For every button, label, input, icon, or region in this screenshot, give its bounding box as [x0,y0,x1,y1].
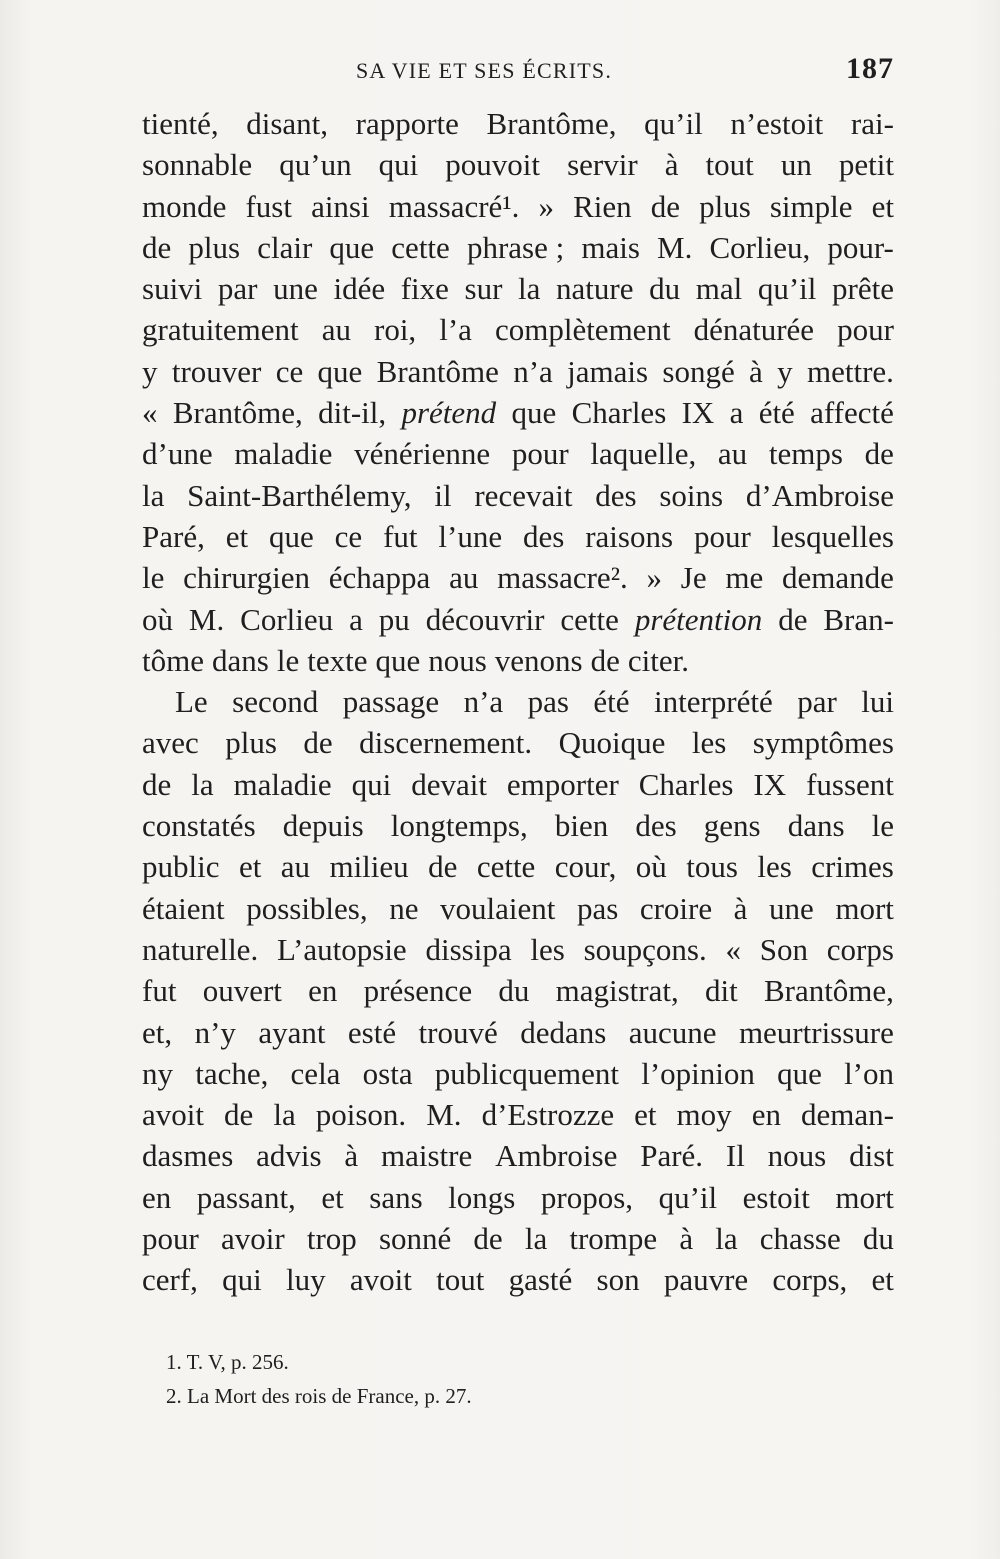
text-word: que [269,518,314,554]
text-line-14 [142,640,894,681]
text-line-7 [142,351,894,392]
text-line-12 [142,557,894,598]
text-line-28 [142,1218,894,1259]
text-word: qu’un [279,147,352,183]
text-word: esté [347,1014,397,1050]
text-word: été [593,684,630,720]
text-line-23 [142,1012,894,1053]
text-word: a [729,395,744,431]
text-line-27 [142,1177,894,1218]
text-word: mort [835,1179,894,1215]
text-word: dit-il, [318,395,387,431]
text-word: Paré, [142,518,205,554]
text-word: été [758,395,795,431]
text-word: par [797,684,837,720]
text-word: » [646,560,663,596]
text-word: discernement. [359,725,533,761]
text-line-17 [142,764,894,805]
text-word: n’a [513,353,553,389]
text-word: citer. [627,642,689,678]
page-header [142,52,894,96]
text-word: soins [659,477,724,513]
text-word: corps, [772,1262,848,1298]
text-word: de [224,1097,254,1133]
text-word: meurtrissure [738,1014,894,1050]
text-word: maladie [234,436,333,472]
text-word: public [142,849,220,885]
text-word: n’estoit [730,106,824,141]
text-word: clair [257,229,313,265]
text-word: « [725,931,741,967]
text-word: pouvoit [445,147,541,183]
footnote-2: 2. La Mort des rois de France, p. 27. [166,1384,472,1408]
text-word: rapporte [355,106,459,141]
text-word: qu’il [644,106,703,141]
text-word: jamais [567,353,649,389]
text-word: découvrir [425,601,545,637]
text-word: croire [639,890,713,926]
text-word: poison. [315,1097,407,1133]
text-word: et [238,849,262,885]
text-word: du [862,1221,894,1257]
text-word: longs [448,1179,516,1215]
text-word: tache, [195,1055,269,1091]
text-line-19 [142,846,894,887]
text-word: mais [581,229,640,265]
text-word: gratuitement [142,312,299,348]
text-word: recevait [474,477,573,513]
text-word: pour [693,518,751,554]
text-word: des [595,477,637,513]
text-word: la [715,1221,738,1257]
text-word: le [871,808,894,844]
text-word: affecté [810,395,894,431]
text-word: interprété [653,684,773,720]
text-line-9 [142,433,894,474]
text-word: symptômes [752,725,894,761]
text-word: de [650,188,680,224]
text-word: lesquelles [771,518,894,554]
text-line-24 [142,1053,894,1094]
text-word: dit [704,973,738,1009]
text-word: cette [476,849,536,885]
text-word: de [590,642,620,678]
text-word: nous [428,642,487,678]
text-word: de [864,436,894,472]
text-word: par [217,271,258,307]
text-word: raisons [585,518,674,554]
text-word: les [530,931,565,967]
text-word: M. [426,1097,462,1133]
text-word: soupçons. [583,931,707,967]
text-word: estoit [742,1179,810,1215]
text-word: pour [142,1221,199,1257]
text-word: le [142,560,165,596]
text-word: possibles, [246,890,368,926]
text-word: texte [307,642,368,678]
text-line-4 [142,227,894,268]
text-word: en [142,1179,172,1215]
text-word: Saint-Barthélemy, [187,477,412,513]
text-line-2 [142,144,894,185]
text-word: moy [676,1097,732,1133]
text-word: M. [657,229,693,265]
text-word: que [317,353,363,389]
text-word: rai- [850,106,894,141]
text-word: servir [567,147,638,183]
footnote-1: 1. T. V, p. 256. [166,1350,289,1374]
text-word: de [142,766,172,802]
text-line-11 [142,516,894,557]
text-line-15 [142,681,894,722]
text-line-1 [142,103,894,144]
text-word: Paré. [640,1138,704,1174]
text-word: étaient [142,890,225,926]
text-word: maistre [381,1138,473,1174]
text-word: Son [759,931,808,967]
text-word: luy [286,1262,326,1298]
text-word: des [523,518,565,554]
text-word: la [142,477,165,513]
text-line-8 [142,392,894,433]
text-word: dedans [520,1014,607,1050]
text-word: que [777,1055,822,1091]
text-word: massacre². [497,560,628,596]
text-word: de [428,849,458,885]
text-word: du [498,973,530,1009]
text-word: la [273,1097,296,1133]
text-word: demande [782,560,894,596]
text-word: corps [826,931,894,967]
italic-text-word: prétend [401,395,497,431]
text-word: d’une [142,436,213,472]
text-word: à [733,890,748,926]
text-word: qui [351,766,392,802]
text-word: suivi [142,271,203,307]
text-word: trouver [171,353,262,389]
text-line-5 [142,268,894,309]
text-word: à [664,147,679,183]
text-word: aucune [628,1014,717,1050]
text-word: Je [680,560,707,596]
text-word: où [142,601,173,637]
text-word: sonnable [142,147,253,183]
text-line-13 [142,599,894,640]
text-word: à [344,1138,359,1174]
text-word: mort [835,890,894,926]
main-text [142,103,894,1301]
text-word: temps [768,436,843,472]
text-word: publicquement [434,1055,620,1091]
text-word: et [871,1262,894,1298]
text-word: échappa [328,560,431,596]
text-line-16 [142,722,894,763]
text-word: tous [686,849,738,885]
text-word: du [649,271,681,307]
text-word: un [780,147,812,183]
text-word: prête [832,271,894,307]
text-line-22 [142,970,894,1011]
text-word: devait [411,766,487,802]
text-word: roi, [374,312,417,348]
text-word: mettre. [806,353,894,389]
text-word: il [434,477,452,513]
text-word: et, [142,1014,173,1050]
text-word: chasse [759,1221,841,1257]
text-word: avoit [349,1262,412,1298]
text-word: avoir [220,1221,285,1257]
text-word: second [232,684,319,720]
text-word: sans [369,1179,423,1215]
text-word: au [449,560,479,596]
text-word: ainsi [311,188,370,224]
text-word: la [524,1221,548,1257]
text-word: de [142,229,172,265]
text-word: Corlieu [240,601,334,637]
text-word: milieu [329,849,409,885]
text-word: tôme [142,642,204,678]
text-word: propos, [540,1179,634,1215]
text-word: dist [849,1138,894,1174]
text-word: chirurgien [183,560,310,596]
text-word: cour, [554,849,617,885]
text-word: cette [560,601,619,637]
text-word: Brantôme, [172,395,303,431]
text-line-18 [142,805,894,846]
text-word: plus [699,188,751,224]
text-word: dénaturée [693,312,815,348]
text-word: M. [188,601,225,637]
text-line-25 [142,1094,894,1135]
text-word: que [375,642,421,678]
text-word: maladie [233,766,332,802]
text-word: la [191,766,214,802]
text-word: cette [391,229,450,265]
text-word: « [142,395,158,431]
text-word: pas [576,890,619,926]
text-word: songé [662,353,735,389]
text-word: l’a [439,312,472,348]
text-word: depuis [282,808,364,844]
text-word: l’opinion [641,1055,755,1091]
text-word: Le [175,684,208,720]
text-word: Brantôme, [486,106,617,141]
text-word: monde [142,188,227,224]
text-word: a [349,601,363,637]
text-word: l’une [438,518,503,554]
footnotes [166,1345,866,1413]
text-word: en [308,973,338,1009]
text-word: ny [142,1055,173,1091]
text-word: y [142,353,158,389]
text-word: d’Estrozze [481,1097,615,1133]
text-word: tienté, [142,106,219,141]
text-word: à [749,353,763,389]
text-word: et [634,1097,657,1133]
text-word: y [777,353,793,389]
text-word: ce [275,353,304,389]
text-word: L’autopsie [276,931,407,967]
text-word: son [596,1262,640,1298]
text-word: lui [861,684,894,720]
text-word: IX [681,395,715,431]
text-word: Brantôme, [763,973,894,1009]
text-word: phrase ; [466,229,565,265]
text-word: simple [769,188,853,224]
text-word: osta [362,1055,413,1091]
text-word: Ambroise [495,1138,618,1174]
text-word: sur [464,271,503,307]
text-word: bien [554,808,609,844]
text-line-20 [142,888,894,929]
text-word: qui [378,147,419,183]
text-line-10 [142,475,894,516]
text-word: pas [527,684,569,720]
text-word: une [769,890,814,926]
text-word: constatés [142,808,256,844]
text-word: en [751,1097,781,1133]
text-word: avoit [142,1097,204,1133]
text-word: voulaient [440,890,556,926]
italic-text-word: prétention [634,601,763,637]
text-word: plus [188,229,241,265]
text-word: pour [511,436,569,472]
text-word: idée [333,271,386,307]
text-word: plus [225,725,277,761]
text-word: Charles [638,766,734,802]
text-word: tout [436,1262,485,1298]
text-word: de [473,1221,503,1257]
text-word: naturelle. [142,931,259,967]
text-word: dans [212,642,269,678]
text-word: une [273,271,318,307]
text-word: mal [695,271,743,307]
text-word: qu’il [658,1179,718,1215]
text-word: emporter [506,766,619,802]
text-word: ce [334,518,363,554]
text-word: à [679,1221,694,1257]
text-word: qui [222,1262,262,1298]
text-word: pu [378,601,410,637]
text-word: qu’il [757,271,817,307]
text-word: Il [725,1138,745,1174]
text-word: où [635,849,667,885]
text-word: » [538,188,554,224]
text-word: Rien [573,188,632,224]
text-line-29 [142,1259,894,1300]
text-word: au [280,849,311,885]
text-word: pour- [827,229,894,265]
text-word: laquelle, [590,436,697,472]
text-word: dissipa [425,931,512,967]
text-word: passage [342,684,440,720]
text-word: dasmes [142,1138,234,1174]
text-word: n’y [194,1014,236,1050]
text-word: venons [494,642,583,678]
text-word: ne [389,890,419,926]
text-word: Corlieu, [709,229,811,265]
text-word: magistrat, [555,973,679,1009]
text-word: et [225,518,249,554]
text-word: que [329,229,375,265]
text-word: gasté [508,1262,573,1298]
text-word: présence [363,973,473,1009]
text-word: crimes [811,849,894,885]
text-word: fut [383,518,418,554]
running-title: SA VIE ET SES ÉCRITS. [356,58,613,83]
text-word: de [778,601,808,637]
text-word: que [511,395,557,431]
text-word: Bran- [823,601,894,637]
text-word: vénérienne [354,436,491,472]
text-word: cerf, [142,1262,198,1298]
text-word: n’a [463,684,504,720]
text-word: petit [838,147,894,183]
text-word: Quoique [558,725,666,761]
text-word: me [725,560,764,596]
text-word: disant, [246,106,329,141]
text-word: sonné [378,1221,452,1257]
text-word: nous [767,1138,827,1174]
text-line-26 [142,1135,894,1176]
text-word: et [871,188,894,224]
text-word: pour [837,312,894,348]
text-line-21 [142,929,894,970]
text-word: trouvé [418,1014,498,1050]
text-word: les [691,725,727,761]
text-word: des [635,808,677,844]
text-word: tout [705,147,754,183]
text-word: au [321,312,351,348]
text-word: pauvre [663,1262,749,1298]
text-word: advis [256,1138,322,1174]
text-line-3 [142,186,894,227]
text-word: deman- [801,1097,894,1133]
text-word: longtemps, [390,808,528,844]
page-number: 187 [846,52,894,85]
text-word: fust [245,188,292,224]
text-word: trompe [569,1221,658,1257]
text-word: d’Ambroise [745,477,894,513]
text-word: trop [306,1221,357,1257]
text-word: et [321,1179,344,1215]
text-word: dans [787,808,845,844]
text-word: passant, [196,1179,296,1215]
text-word: massacré¹. [388,188,520,224]
text-word: de [303,725,333,761]
text-word: IX [753,766,787,802]
text-word: complètement [494,312,671,348]
text-word: au [717,436,748,472]
text-word: les [757,849,792,885]
text-word: cela [290,1055,341,1091]
text-word: l’on [844,1055,894,1091]
text-word: fixe [400,271,449,307]
text-word: avec [142,725,199,761]
text-word: la [518,271,541,307]
text-word: ayant [258,1014,326,1050]
text-word: gens [703,808,761,844]
text-word: ouvert [202,973,282,1009]
text-word: le [276,642,300,678]
text-word: fut [142,973,177,1009]
text-word: fussent [806,766,894,802]
text-line-6 [142,309,894,350]
text-word: Brantôme [376,353,499,389]
text-word: nature [556,271,634,307]
text-word: Charles [571,395,667,431]
